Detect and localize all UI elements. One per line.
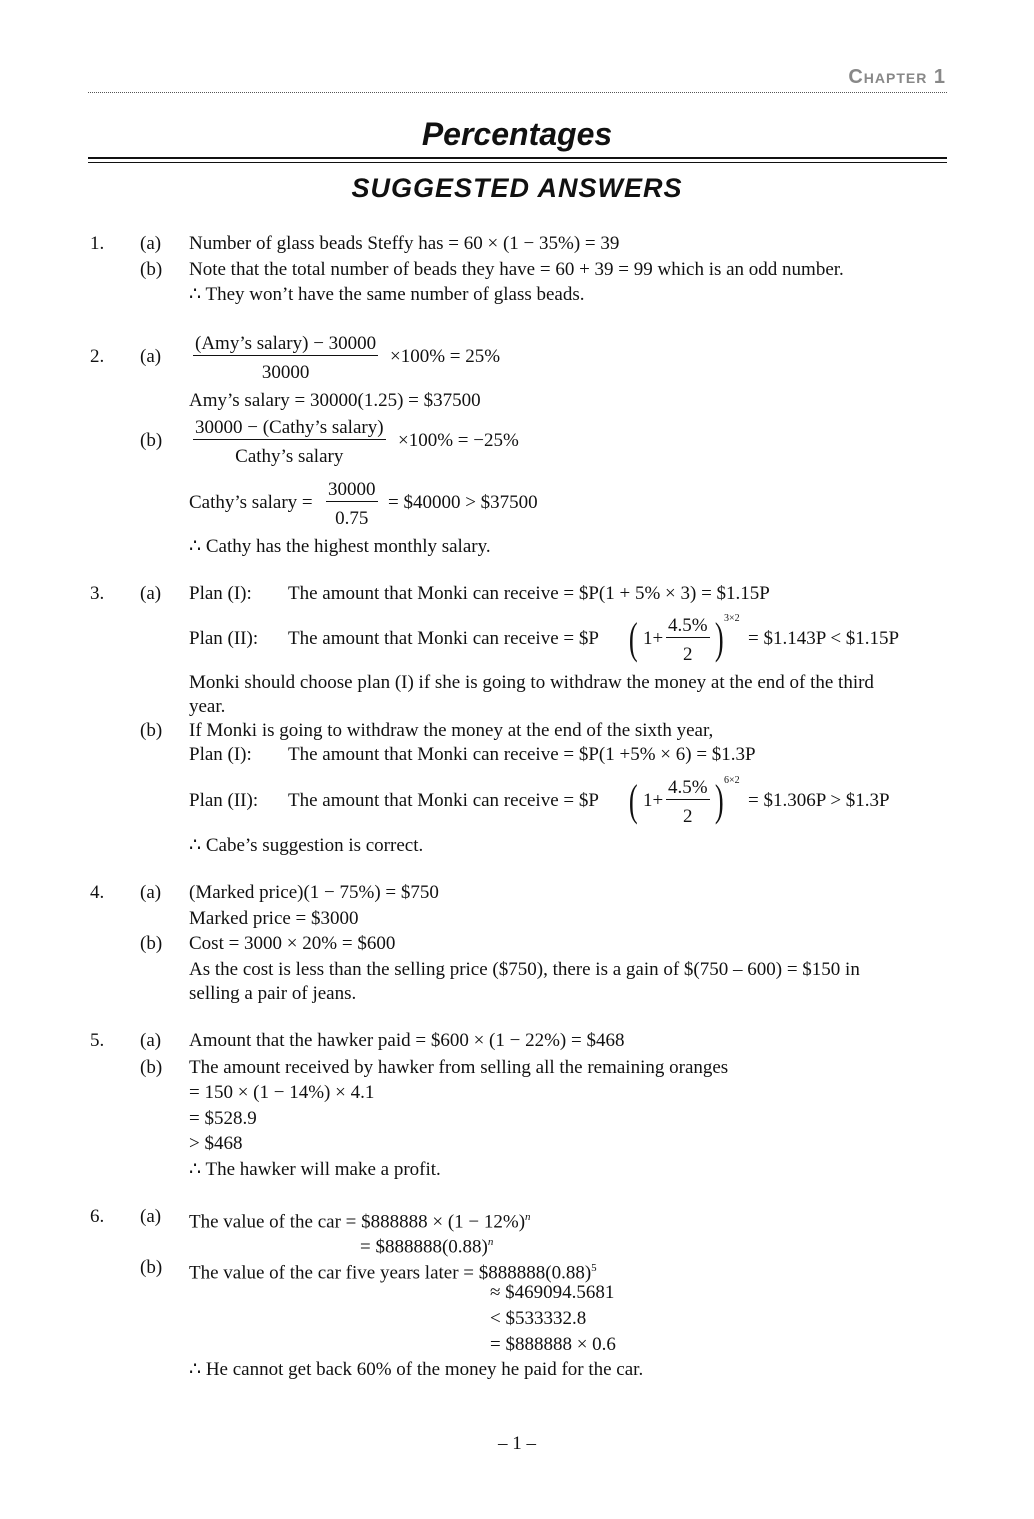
part-label: (b) — [140, 1057, 163, 1078]
paren-close: ) — [714, 614, 724, 663]
exponent: n — [525, 1211, 531, 1223]
header-divider — [88, 92, 947, 93]
paren-close: ) — [714, 776, 724, 825]
part-label: (a) — [140, 882, 162, 903]
exponent: n — [487, 1236, 494, 1248]
part-label: (a) — [140, 1206, 162, 1227]
answer-line: If Monki is going to withdraw the money at the end of the sixth year, — [189, 720, 714, 741]
paren-open: ( — [628, 776, 638, 825]
part-label: (a) — [140, 346, 162, 367]
answer-line: The amount that Monki can receive = $P(1 + 5% × 3) = $1.15P — [288, 583, 770, 604]
part-label: (a) — [140, 1030, 162, 1051]
conclusion: ∴ They won’t have the same number of glass beads. — [189, 284, 585, 305]
fraction — [666, 777, 710, 828]
answer-line: Cost = 3000 × 20% = $600 — [189, 933, 396, 954]
expression: The value of the car five years later = $888888(0.88) — [189, 1262, 592, 1284]
denominator: 2 — [683, 644, 693, 665]
one-plus: 1+ — [643, 790, 664, 811]
title-double-rule — [88, 157, 947, 163]
exponent: 6×2 — [724, 775, 740, 786]
answer-line: ≈ $469094.5681 — [490, 1282, 615, 1303]
part-label: (b) — [140, 1257, 163, 1278]
denominator: 0.75 — [335, 508, 369, 529]
denominator: Cathy’s salary — [235, 446, 344, 467]
part-label: (b) — [140, 720, 163, 741]
denominator: 2 — [683, 806, 693, 827]
answer-line: Marked price = $3000 — [189, 908, 359, 929]
numerator: 30000 — [328, 479, 376, 500]
fraction — [326, 479, 378, 530]
numerator: 4.5% — [668, 777, 708, 798]
exponent: 3×2 — [724, 613, 740, 624]
answer-line — [360, 1231, 493, 1258]
answer-line: As the cost is less than the selling price ($750), there is a gain of $(750 – 600) = $150 in — [189, 959, 860, 980]
answer-line — [189, 1206, 531, 1233]
answer-line: > $468 — [189, 1133, 243, 1154]
answer-line: < $533332.8 — [490, 1308, 587, 1329]
chapter-label: Chapter 1 — [848, 66, 946, 88]
answer-line: = $888888 × 0.6 — [490, 1334, 616, 1355]
answer-line: = $1.306P > $1.3P — [748, 790, 890, 811]
answer-line: = $1.143P < $1.15P — [748, 628, 900, 649]
plan-label: Plan (II): — [189, 628, 259, 649]
fraction — [193, 417, 386, 468]
fraction — [666, 615, 710, 666]
part-label: (a) — [140, 583, 162, 604]
expression: = $888888(0.88) — [360, 1236, 488, 1258]
answer-line: Note that the total number of beads they have = 60 + 39 = 99 which is an odd number. — [189, 259, 844, 280]
q-number: 5. — [90, 1030, 105, 1051]
exponent: 5 — [591, 1262, 597, 1274]
section-subtitle: SUGGESTED ANSWERS — [351, 173, 683, 203]
fraction — [193, 333, 378, 384]
part-label: (a) — [140, 233, 162, 254]
answer-line: The amount received by hawker from selling all the remaining oranges — [189, 1057, 729, 1078]
one-plus: 1+ — [643, 628, 664, 649]
page-title: Percentages — [421, 116, 613, 152]
numerator: 30000 − (Cathy’s salary) — [195, 417, 384, 438]
page-number: – 1 – — [498, 1433, 536, 1454]
paren-open: ( — [628, 614, 638, 663]
numerator: 4.5% — [668, 615, 708, 636]
answer-line — [189, 1257, 597, 1284]
answer-line: The amount that Monki can receive = $P — [288, 628, 599, 649]
answer-line: Number of glass beads Steffy has = 60 × (1 − 35%) = 39 — [189, 233, 620, 254]
expression: The value of the car = $888888 × (1 − 12%) — [189, 1211, 526, 1233]
answer-line: Cathy’s salary = — [189, 492, 313, 513]
answer-line: = $528.9 — [189, 1108, 257, 1129]
answer-line: (Marked price)(1 − 75%) = $750 — [189, 882, 439, 903]
answer-line: = $40000 > $37500 — [388, 492, 538, 513]
answer-line: The amount that Monki can receive = $P(1 +5% × 6) = $1.3P — [288, 744, 756, 765]
answer-line: Amy’s salary = 30000(1.25) = $37500 — [189, 390, 481, 411]
q-number: 3. — [90, 583, 105, 604]
plan-label: Plan (II): — [189, 790, 259, 811]
conclusion: ∴ Cathy has the highest monthly salary. — [189, 536, 491, 557]
plan-label: Plan (I): — [189, 583, 252, 604]
plan-label: Plan (I): — [189, 744, 252, 765]
q-number: 4. — [90, 882, 105, 903]
answer-line: Amount that the hawker paid = $600 × (1 − 22%) = $468 — [189, 1030, 625, 1051]
part-label: (b) — [140, 259, 163, 280]
part-label: (b) — [140, 933, 163, 954]
answer-line: ×100% = −25% — [398, 430, 519, 451]
conclusion: ∴ Cabe’s suggestion is correct. — [189, 835, 424, 856]
answer-line: The amount that Monki can receive = $P — [288, 790, 599, 811]
answer-line: ×100% = 25% — [390, 346, 501, 367]
numerator: (Amy’s salary) − 30000 — [195, 333, 377, 354]
answer-line: selling a pair of jeans. — [189, 983, 357, 1004]
conclusion: ∴ He cannot get back 60% of the money he paid for the car. — [189, 1359, 644, 1380]
answer-line: year. — [189, 696, 226, 717]
q-number: 6. — [90, 1206, 105, 1227]
q-number: 1. — [90, 233, 105, 254]
part-label: (b) — [140, 430, 163, 451]
answer-line: Monki should choose plan (I) if she is going to withdraw the money at the end of the third — [189, 672, 874, 693]
denominator: 30000 — [261, 362, 310, 383]
conclusion: ∴ The hawker will make a profit. — [189, 1159, 441, 1180]
answer-line: = 150 × (1 − 14%) × 4.1 — [189, 1082, 375, 1103]
q-number: 2. — [90, 346, 105, 367]
